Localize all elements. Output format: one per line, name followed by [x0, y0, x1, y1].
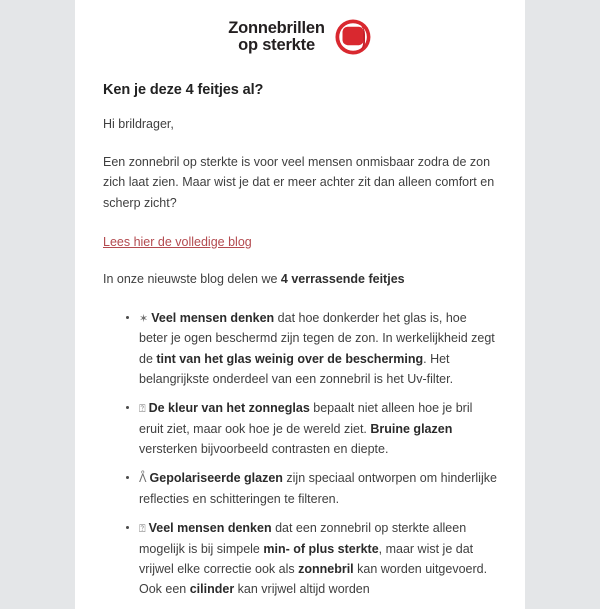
fact-bold-lead: De kleur van het zonneglas — [148, 401, 310, 416]
fact-text-1: dat een zonnebril op sterkte alleen mogelijk is bij simpele — [139, 521, 467, 556]
fact-text-2: . Het belangrijkste onderdeel van een zonnebril is het Uv-filter. — [139, 351, 454, 386]
fact-text-1: zijn speciaal ontworpen om hinderlijke reflecties en schitteringen te filteren. — [139, 471, 497, 506]
logo-line-2: op sterkte — [238, 36, 315, 54]
logo-wordmark — [228, 20, 325, 54]
fact-text-2: versterken bijvoorbeeld contrasten en diepte. — [139, 442, 389, 456]
list-item — [126, 518, 497, 600]
zonnebrillen-circle-mark-icon — [334, 18, 372, 56]
lead-line-prefix: In onze nieuwste blog delen we — [103, 271, 281, 286]
fact-glyph-icon: ✶ — [139, 311, 149, 325]
blog-link-container — [103, 233, 497, 251]
fact-bold-2: tint van het glas weinig over de bescherming — [156, 351, 424, 366]
fact-bold-lead: Veel mensen denken — [151, 310, 275, 325]
list-item — [126, 468, 497, 509]
intro-paragraph: Een zonnebril op sterkte is voor veel mensen onmisbaar zodra de zon zich laat zien. Maar wist je dat er meer achter zit dan alleen comfort en scherp zicht? — [103, 155, 495, 210]
fact-bold-2: min- of plus sterkte — [263, 541, 379, 556]
fact-glyph-icon: ⍰ — [139, 522, 146, 536]
read-full-blog-link[interactable]: Lees hier de volledige blog — [103, 234, 252, 249]
fact-text-1: dat hoe donkerder het glas is, hoe beter je ogen beschermd zijn tegen de zon. In werkelijkheid zegt de — [139, 310, 495, 366]
email-body — [75, 66, 525, 600]
fact-bold-2: Bruine glazen — [370, 421, 453, 436]
facts-list — [103, 308, 497, 600]
fact-text-4: kan vrijwel altijd worden — [234, 582, 370, 597]
page-title: Ken je deze 4 feitjes al? — [103, 82, 264, 98]
list-item — [126, 308, 497, 390]
logo-line-1: Zonnebrillen — [228, 19, 325, 38]
fact-glyph-icon: ᐰ — [139, 472, 147, 486]
fact-bold-lead: Veel mensen denken — [148, 521, 272, 536]
fact-bold-3: zonnebril — [298, 561, 354, 576]
fact-text-3: kan worden uitgevoerd. Ook een — [139, 561, 488, 597]
brand-logo[interactable] — [228, 18, 372, 56]
lead-line-bold: 4 verrassende feitjes — [280, 271, 405, 286]
email-header — [75, 0, 525, 66]
fact-text-2: , maar wist je dat vrijwel elke correctie ook als — [139, 541, 474, 576]
email-card — [75, 0, 525, 609]
fact-bold-4: cilinder — [189, 582, 235, 597]
fact-glyph-icon: ⍰ — [139, 402, 146, 416]
lead-line — [103, 272, 497, 286]
fact-text-1: bepaalt niet alleen hoe je bril eruit ziet, maar ook hoe je de wereld ziet. — [139, 401, 473, 436]
fact-bold-lead: Gepolariseerde glazen — [149, 471, 283, 486]
greeting-text: Hi brildrager, — [103, 117, 174, 131]
list-item — [126, 398, 497, 459]
